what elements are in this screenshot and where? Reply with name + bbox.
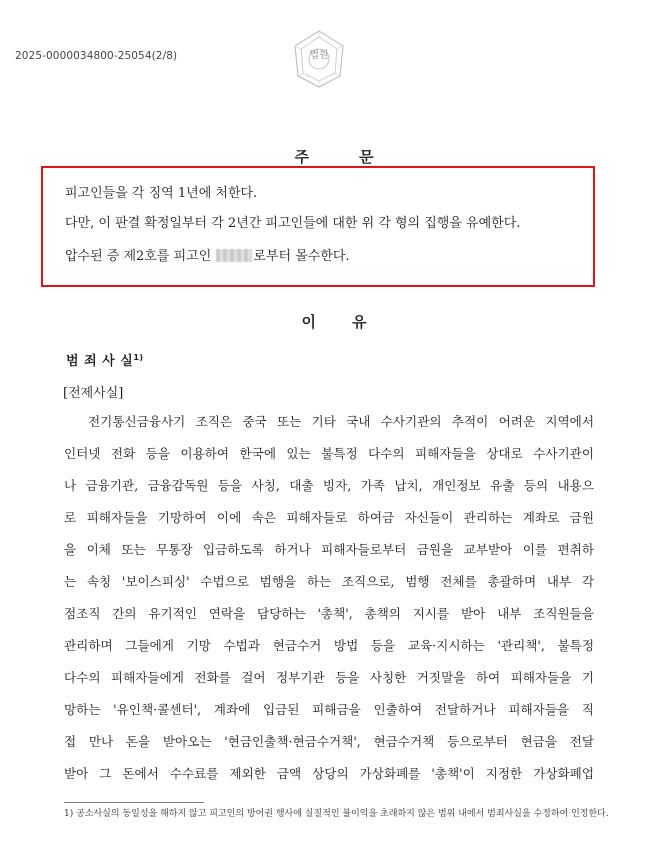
premise-facts-subtitle: [전제사실]: [63, 386, 124, 401]
crime-facts-title-text: 범 죄 사 실: [66, 354, 134, 369]
body-line: 점조직 간의 유기적인 연락을 담당하는 '총책', 총책의 지시를 받아 내부 조직원들을: [64, 606, 594, 621]
body-line: 나 금융기관, 금융감독원 등을 사칭, 대출 빙자, 가족 납치, 개인정보 유출 등의 내용으: [64, 478, 594, 493]
body-line: 로 피해자들을 기망하여 이에 속은 피해자들로 하여금 자신들이 관리하는 계좌로 금원: [64, 510, 594, 525]
confiscation-text-before: 압수된 증 제2호를 피고인: [65, 249, 212, 264]
confiscation-text-after: 로부터 몰수한다.: [253, 249, 350, 264]
body-line: 망하는 '유인책·콜센터', 계좌에 입금된 피해금을 인출하여 전달하거나 피해자들을 직: [64, 702, 594, 717]
seal-text: 법원: [309, 50, 329, 61]
body-line: 인터넷 전화 등을 이용하여 한국에 있는 불특정 다수의 피해자들을 상대로 수사기관이: [64, 446, 594, 461]
order-heading-char-1: 주: [294, 148, 309, 166]
reason-heading: [0, 311, 668, 332]
order-heading: [0, 146, 668, 167]
order-heading-char-2: 문: [359, 148, 374, 166]
body-line: 을 이체 또는 무통장 입금하도록 하거나 피해자들로부터 금원을 교부받아 이를 편취하: [64, 542, 594, 557]
reason-heading-char-2: 유: [352, 313, 367, 331]
body-line: 는 속칭 '보이스피싱' 수법으로 범행을 하는 조직으로, 범행 전체를 총괄하며 내부 각: [64, 574, 594, 589]
body-line: 받아 그 돈에서 수수료를 제외한 금액 상당의 가상화폐를 '총책'이 지정한 가상화폐업: [64, 766, 594, 781]
document-id: 2025-0000034800-25054(2/8): [15, 50, 178, 62]
footnote-reference: 1): [133, 353, 144, 362]
body-line: 접 만나 돈을 받아오는 '현금인출책·현금수거책', 현금수거책 등으로부터 현금을 전달: [64, 734, 594, 749]
redacted-name: [216, 249, 252, 262]
body-line: 다수의 피해자들에게 전화를 걸어 정부기관 등을 사칭한 거짓말을 하여 피해자들을 기: [64, 670, 594, 685]
reason-heading-char-1: 이: [301, 313, 316, 331]
body-line: 전기통신금융사기 조직은 중국 또는 기타 국내 수사기관의 추적이 어려운 지역에서: [88, 414, 594, 429]
order-line-confiscation: [65, 245, 350, 264]
footnote: 1) 공소사실의 동일성을 해하지 않고 피고인의 방어권 행사에 실질적인 불이익을 초래하지 않은 범위 내에서 범죄사실을 수정하여 인정한다.: [64, 809, 609, 819]
crime-facts-title: [66, 350, 144, 369]
footnote-divider: [64, 802, 204, 803]
order-line-sentence: 피고인들을 각 징역 1년에 처한다.: [65, 186, 258, 201]
order-line-probation: 다만, 이 판결 확정일부터 각 2년간 피고인들에 대한 위 각 형의 집행을 유예한다.: [65, 216, 521, 231]
court-seal-icon: [290, 28, 348, 90]
body-line: 관리하며 그들에게 기망 수법과 현금수거 방법 등을 교육·지시하는 '관리책', 불특정: [64, 638, 594, 653]
